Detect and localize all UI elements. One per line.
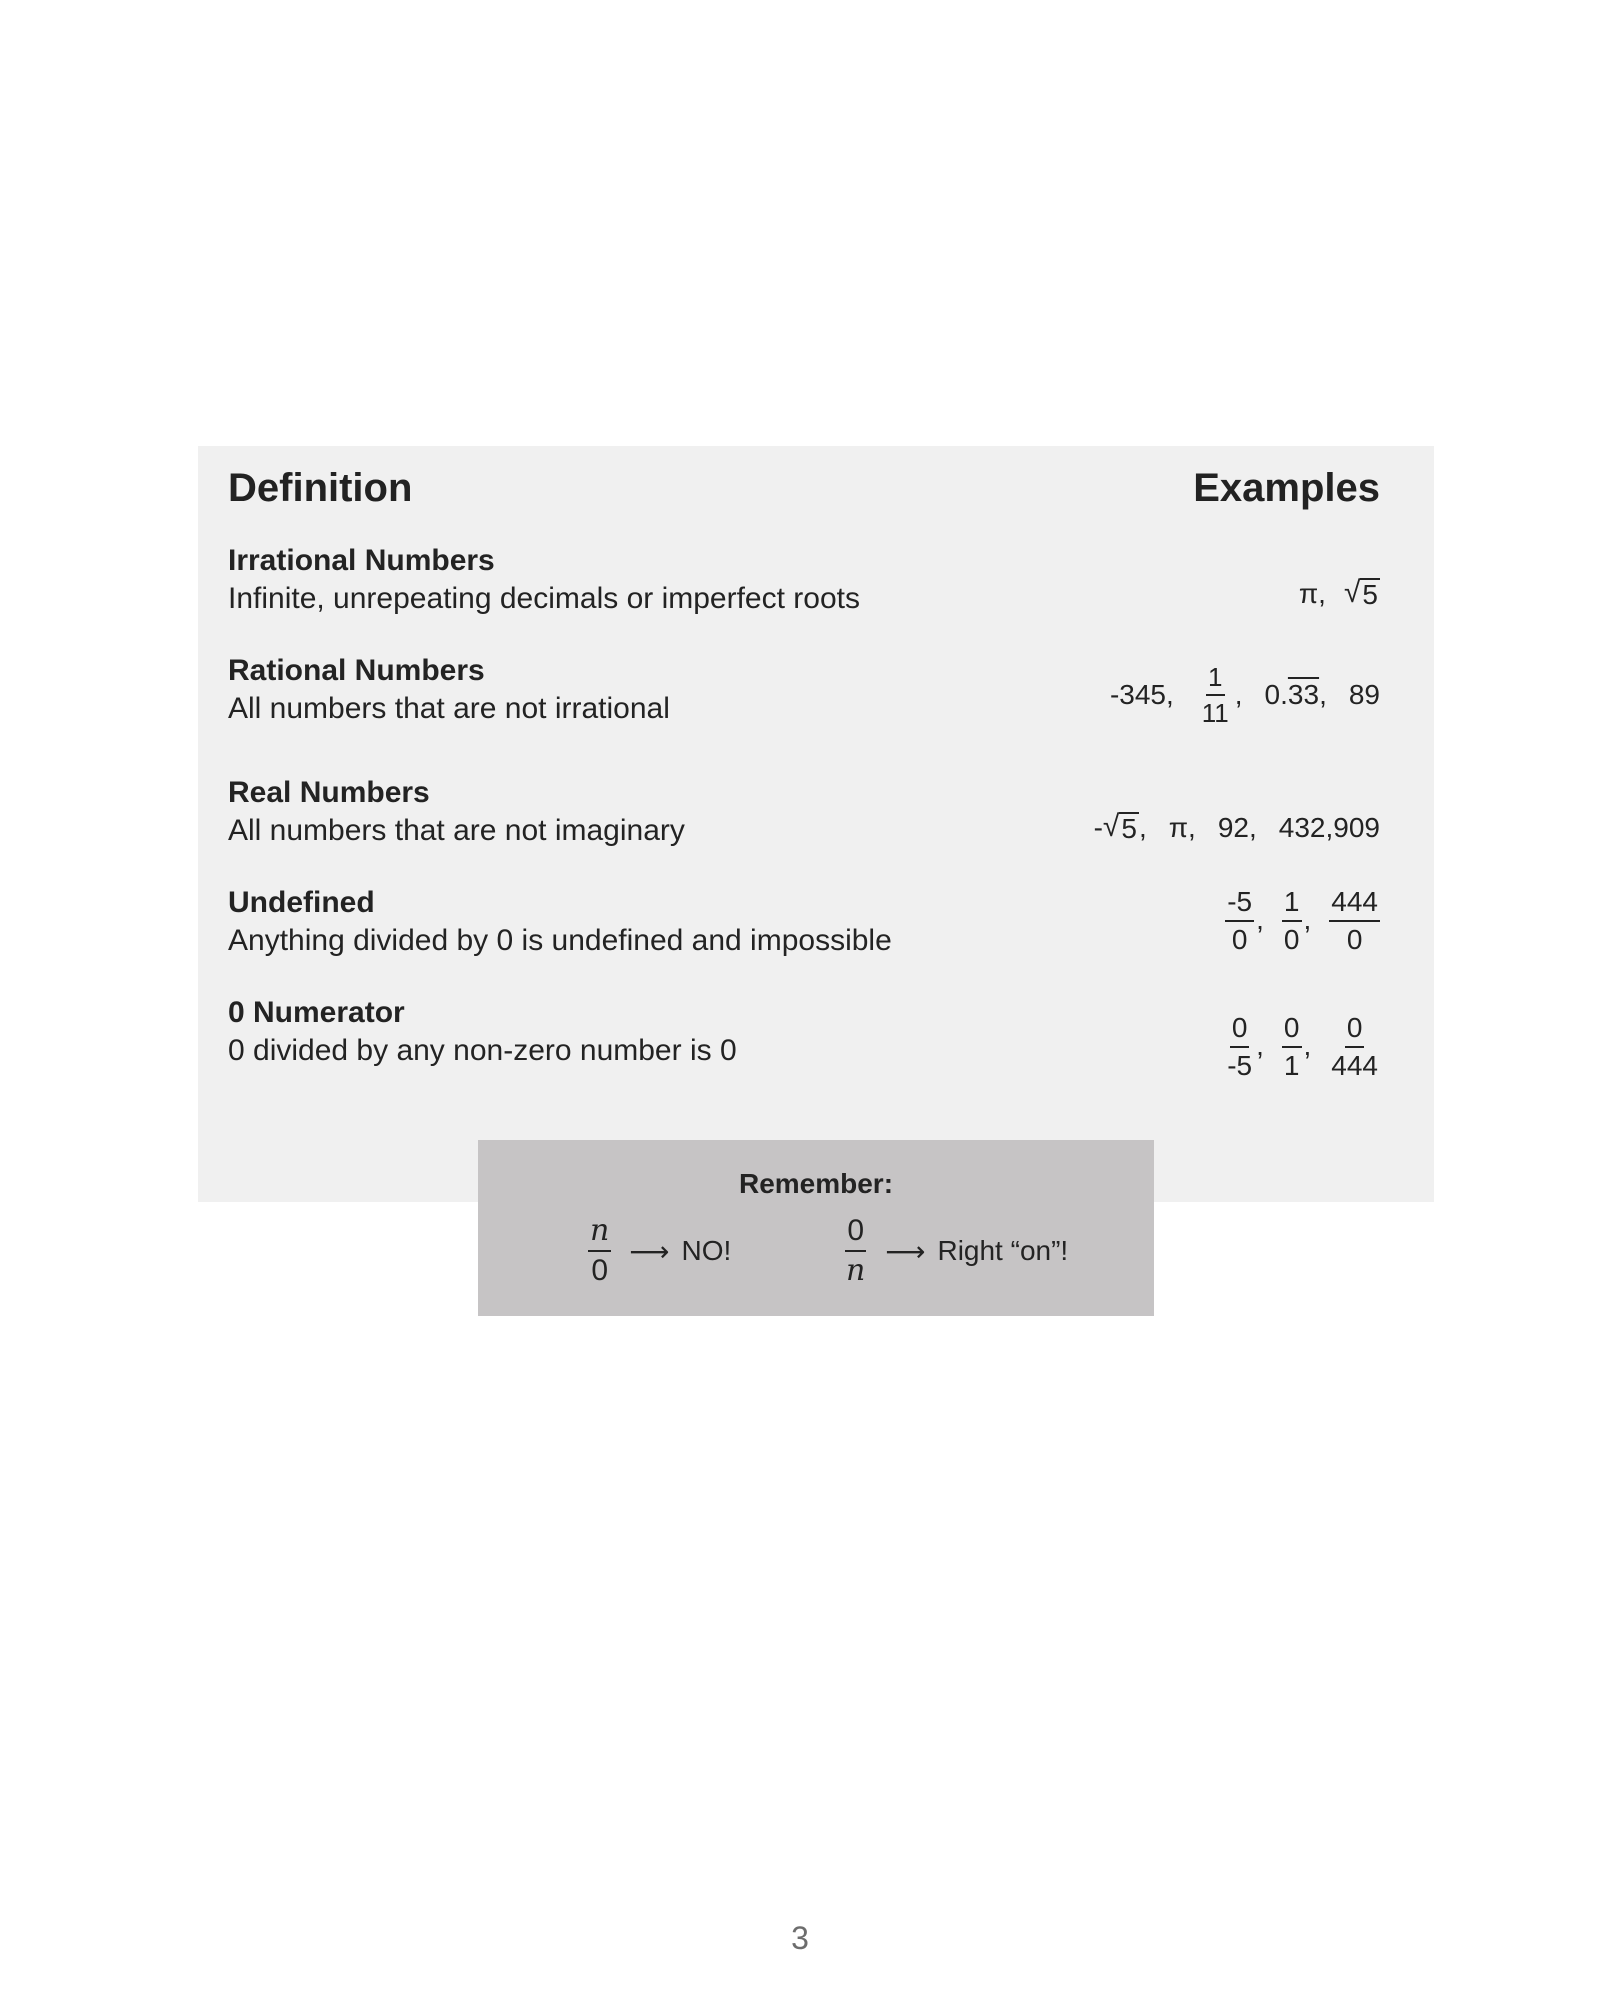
example-pi: π, xyxy=(1168,812,1196,844)
example-fraction xyxy=(1329,888,1380,954)
numerator: 0 xyxy=(1282,1014,1302,1048)
row-title: Real Numbers xyxy=(228,776,430,809)
denominator: 11 xyxy=(1201,698,1229,728)
row-description: 0 divided by any non-zero number is 0 xyxy=(228,1034,737,1067)
separator: , xyxy=(1138,812,1147,844)
separator: , xyxy=(1303,904,1312,935)
example-integer: 89 xyxy=(1348,679,1380,710)
numerator: 0 xyxy=(1345,1014,1365,1048)
example-repeating-decimal xyxy=(1265,679,1327,711)
examples-irrational xyxy=(1299,578,1380,611)
example-fraction xyxy=(1225,888,1254,954)
separator: , xyxy=(1256,904,1264,935)
example-sqrt xyxy=(1103,812,1139,845)
radical-sign: √ xyxy=(1102,810,1120,843)
result-label: NO! xyxy=(681,1235,732,1266)
separator: , xyxy=(1303,1030,1312,1061)
example-integer: 92, xyxy=(1217,812,1257,844)
denominator: n xyxy=(846,1253,866,1288)
numerator: 0 xyxy=(1230,1014,1250,1048)
row-description: Infinite, unrepeating decimals or imperfect roots xyxy=(228,582,860,615)
row-title: Irrational Numbers xyxy=(228,544,495,577)
separator: , xyxy=(1256,1030,1264,1061)
remember-zero-over-n xyxy=(844,1216,1068,1286)
denominator: -5 xyxy=(1227,1050,1253,1081)
row-description: All numbers that are not irrational xyxy=(228,692,670,725)
row-real xyxy=(228,774,1380,850)
example-fraction xyxy=(1329,1014,1380,1080)
numerator: 0 xyxy=(845,1216,866,1252)
denominator: 444 xyxy=(1331,1050,1378,1081)
examples-undefined xyxy=(1225,888,1380,954)
examples-rational xyxy=(1110,664,1380,726)
example-large-integer: 432,909 xyxy=(1278,812,1380,844)
examples-header: Examples xyxy=(1193,466,1380,510)
result-label: Right “on”! xyxy=(937,1235,1069,1266)
numerator: 444 xyxy=(1329,888,1380,922)
row-title: Rational Numbers xyxy=(228,654,485,687)
decimal-prefix: 0. xyxy=(1264,679,1288,710)
radicand: 5 xyxy=(1121,813,1137,844)
denominator: 0 xyxy=(1346,924,1363,955)
row-rational xyxy=(228,652,1380,728)
decimal-suffix: , xyxy=(1319,679,1327,710)
row-undefined xyxy=(228,884,1380,960)
separator: , xyxy=(1234,679,1243,710)
denominator: 0 xyxy=(591,1254,608,1287)
radicand: 5 xyxy=(1362,579,1378,610)
numerator: n xyxy=(588,1216,611,1252)
examples-zero-numerator xyxy=(1225,1014,1380,1080)
zero-over-n-fraction xyxy=(844,1216,867,1286)
row-title: 0 Numerator xyxy=(228,996,405,1029)
definitions-panel xyxy=(198,446,1434,1202)
denominator: 1 xyxy=(1283,1050,1300,1081)
example-negative-integer: -345, xyxy=(1109,679,1174,710)
radical-sign: √ xyxy=(1343,576,1361,609)
example-fraction xyxy=(1200,664,1231,726)
numerator: 1 xyxy=(1282,888,1302,922)
row-title: Undefined xyxy=(228,886,375,919)
example-fraction xyxy=(1225,1014,1254,1080)
example-fraction xyxy=(1282,1014,1302,1080)
repeating-digits: 33 xyxy=(1287,679,1320,710)
row-description: All numbers that are not imaginary xyxy=(228,814,685,847)
examples-real xyxy=(1094,812,1380,845)
row-description: Anything divided by 0 is undefined and impossible xyxy=(228,924,892,957)
denominator: 0 xyxy=(1231,924,1248,955)
remember-title: Remember: xyxy=(738,1168,894,1199)
negative-sign: - xyxy=(1093,812,1103,844)
arrow-right-icon: ⟶ xyxy=(885,1235,926,1267)
definition-header: Definition xyxy=(228,466,413,510)
numerator: -5 xyxy=(1225,888,1254,922)
row-zero-numerator xyxy=(228,994,1380,1081)
page-number: 3 xyxy=(791,1920,809,1956)
example-sqrt xyxy=(1344,578,1380,611)
remember-box xyxy=(478,1140,1154,1316)
example-fraction xyxy=(1282,888,1302,954)
numerator: 1 xyxy=(1206,664,1224,696)
denominator: 0 xyxy=(1283,924,1300,955)
arrow-right-icon: ⟶ xyxy=(629,1235,670,1267)
row-irrational xyxy=(228,542,1380,618)
example-pi: π, xyxy=(1298,578,1326,610)
remember-n-over-zero xyxy=(588,1213,732,1287)
n-over-zero-fraction xyxy=(588,1213,611,1287)
